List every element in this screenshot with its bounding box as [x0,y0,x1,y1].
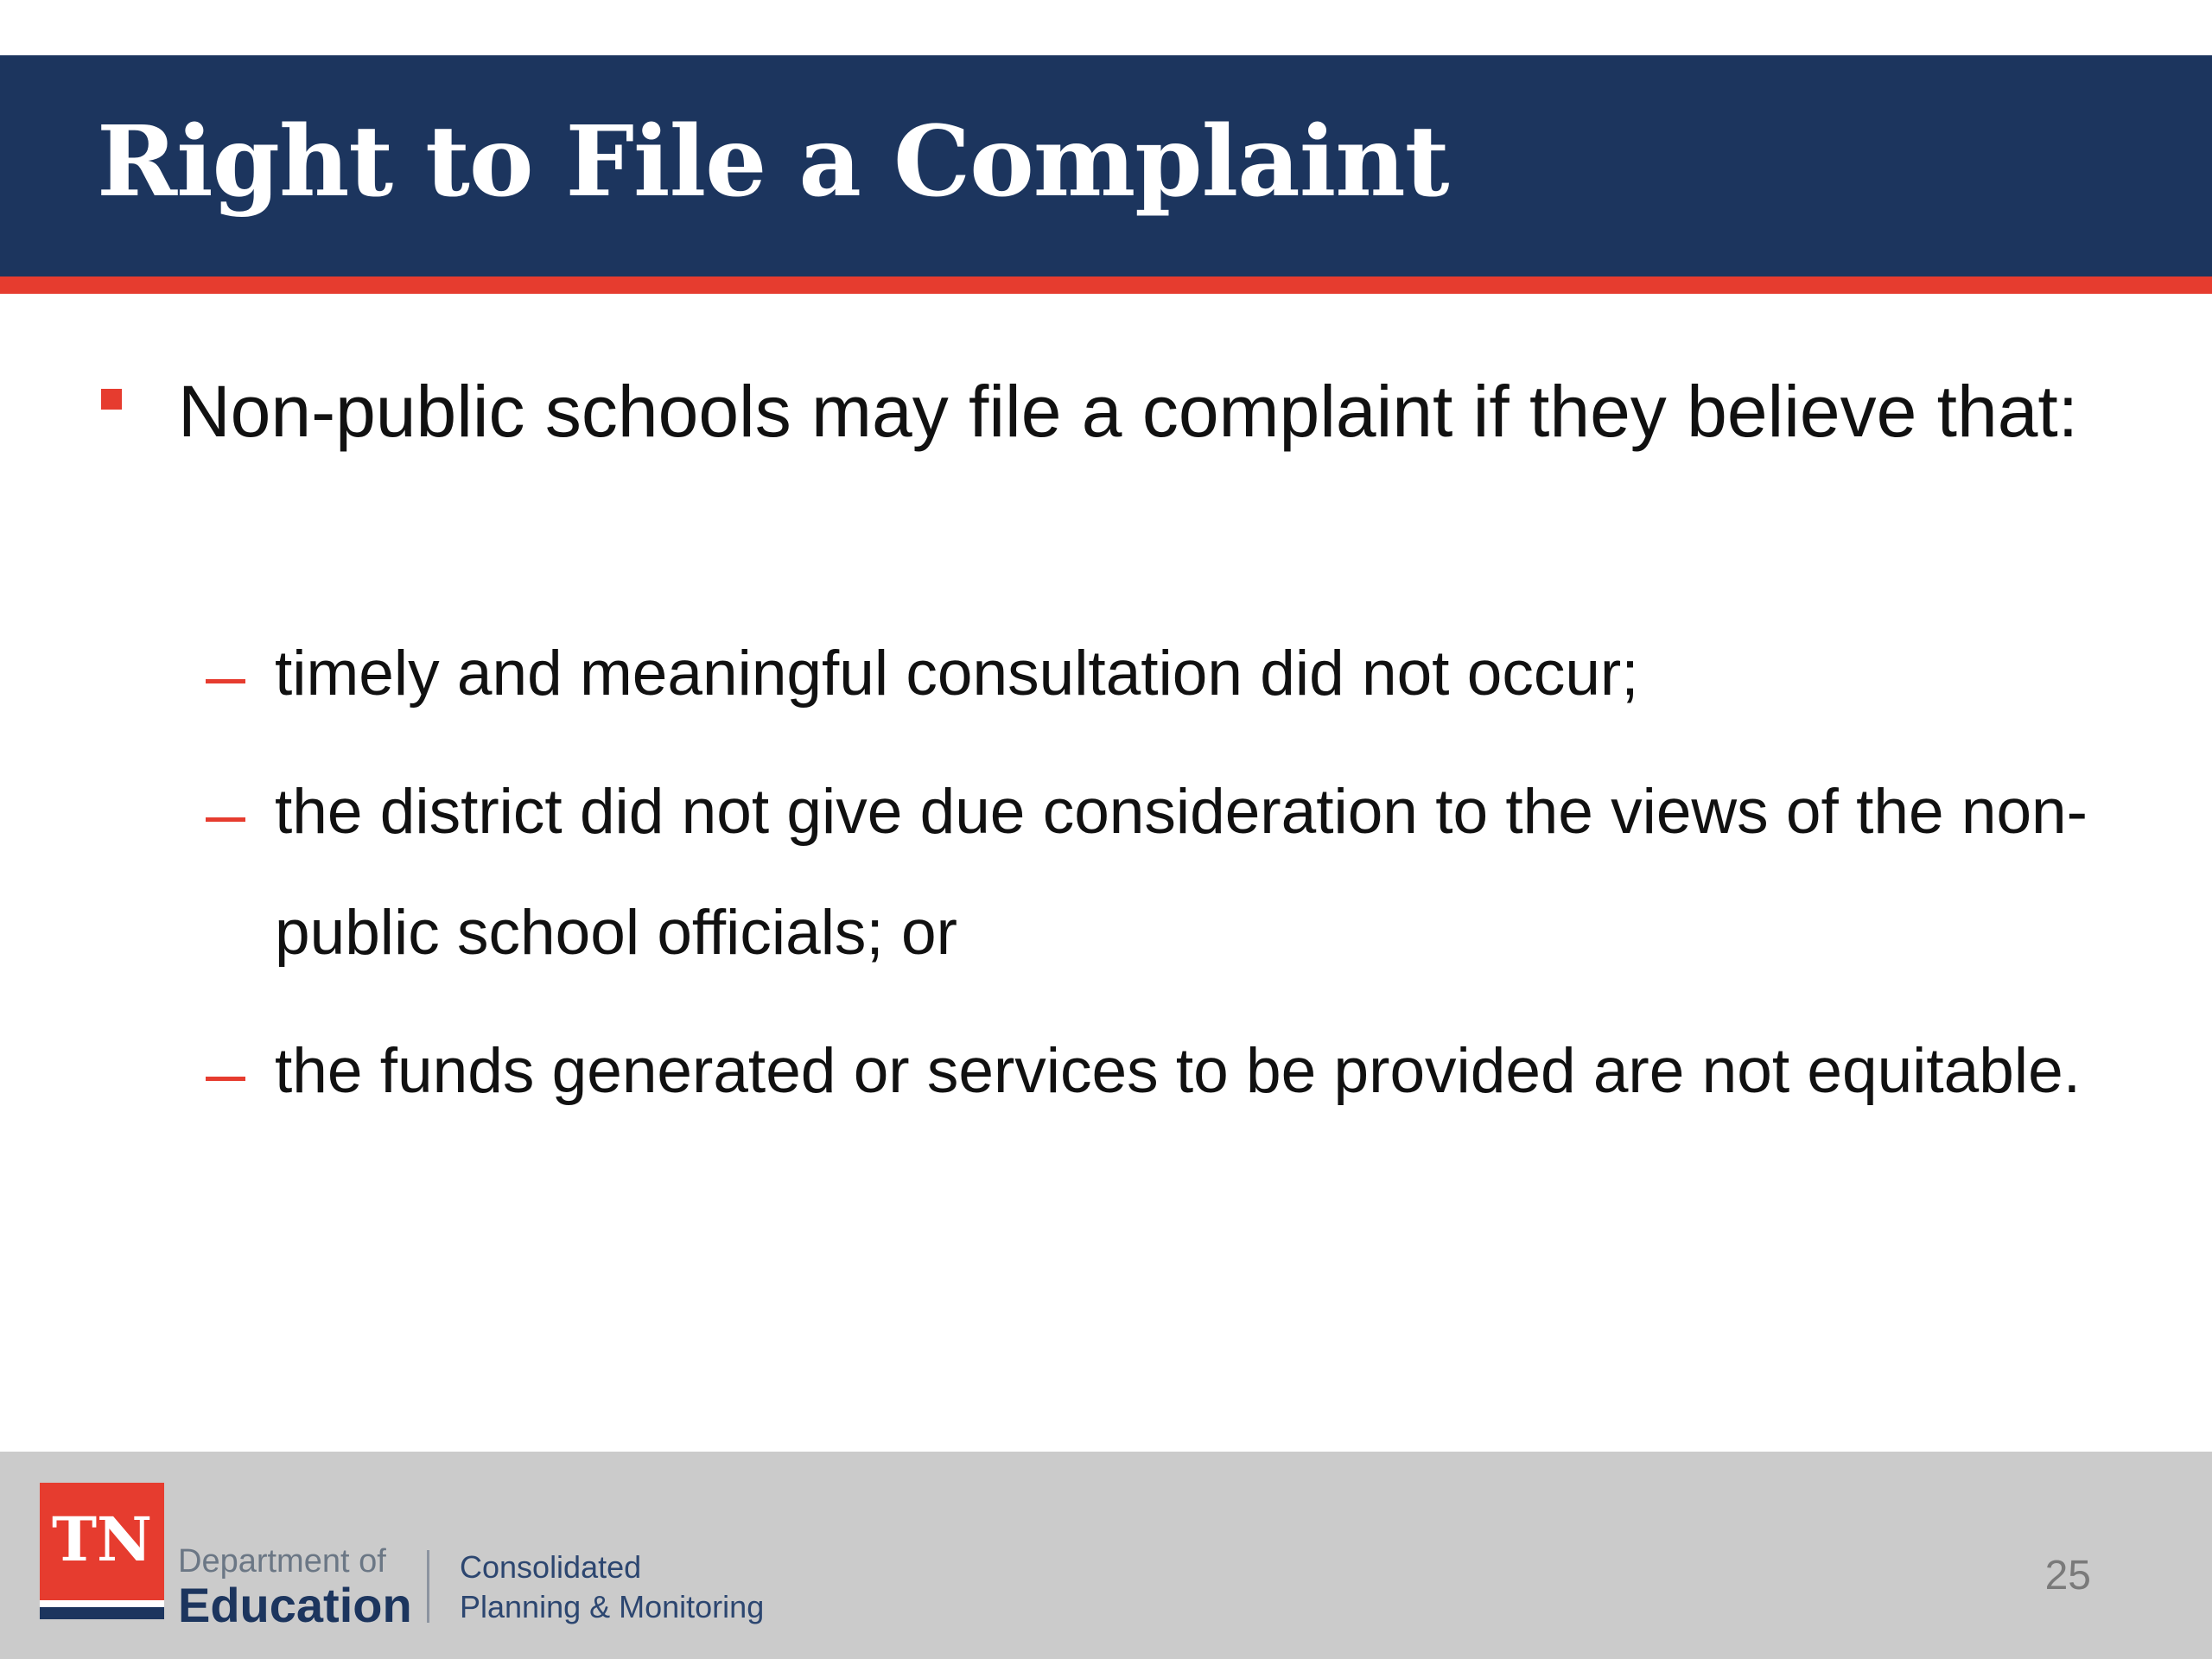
footer-divider [427,1550,429,1623]
dash-icon [206,1077,245,1081]
sub-bullet-text: the funds generated or services to be provided are not equitable. [275,1036,2081,1106]
main-bullet-text: Non-public schools may file a complaint if they believe that: [178,371,2079,452]
page-number: 25 [2044,1553,2091,1599]
sub-bullet-text: the district did not give due consideration to the views of the non-public school officials; or [275,777,2088,968]
accent-divider [0,276,2212,294]
dash-icon [206,817,245,822]
slide-title: Right to File a Complaint [97,105,1449,219]
sub-bullet-text: timely and meaningful consultation did not occur; [275,639,1639,709]
dash-icon [206,679,245,683]
division-name-line1: Consolidated [460,1549,642,1585]
square-bullet-icon [101,389,122,410]
division-name-line2: Planning & Monitoring [460,1589,765,1624]
logo-stripe [40,1607,164,1619]
tn-logo [40,1483,164,1619]
logo-stripe [40,1600,164,1607]
tn-logo-text: TN [51,1503,153,1575]
department-label: Department of [178,1543,386,1580]
department-name: Education [178,1578,412,1632]
